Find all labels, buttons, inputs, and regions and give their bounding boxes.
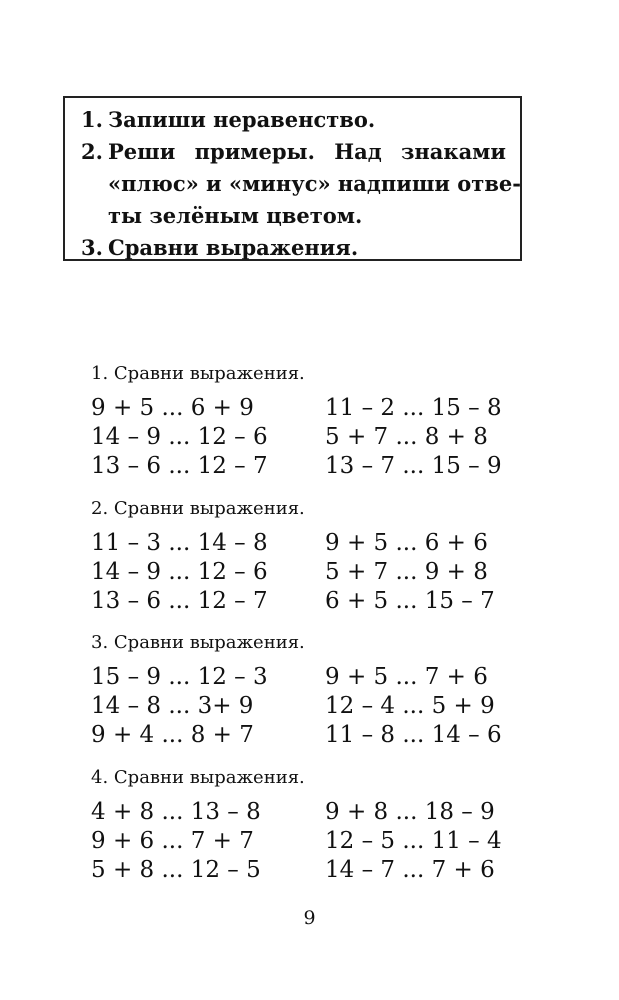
expression-row	[91, 558, 511, 587]
expression-left: 14 – 9 ... 12 – 6	[91, 424, 268, 450]
expression-row	[91, 423, 511, 452]
instruction-item-2	[81, 136, 506, 168]
page-number: 9	[303, 907, 316, 929]
exercise-title: 3. Сравни выражения.	[91, 632, 305, 653]
exercise-3	[91, 631, 511, 750]
expression-right: 9 + 5 ... 6 + 6	[325, 530, 488, 556]
exercise-title: 2. Сравни выражения.	[91, 498, 305, 519]
instruction-continuation: «плюс» и «минус» надпиши отве-	[108, 171, 521, 196]
expression-right: 11 – 2 ... 15 – 8	[325, 395, 502, 421]
expression-left: 9 + 6 ... 7 + 7	[91, 828, 254, 854]
expression-right: 5 + 7 ... 9 + 8	[325, 559, 488, 585]
expression-left: 4 + 8 ... 13 – 8	[91, 799, 261, 825]
expression-row	[91, 663, 511, 692]
expression-right: 9 + 8 ... 18 – 9	[325, 799, 495, 825]
exercise-1	[91, 362, 511, 481]
instruction-text: Реши примеры. Над знаками	[108, 139, 506, 164]
expression-row	[91, 587, 511, 616]
expression-left: 14 – 8 ... 3+ 9	[91, 693, 254, 719]
expression-left: 14 – 9 ... 12 – 6	[91, 559, 268, 585]
expression-row	[91, 394, 511, 423]
expression-right: 5 + 7 ... 8 + 8	[325, 424, 488, 450]
instruction-number: 3.	[81, 235, 103, 260]
expression-left: 13 – 6 ... 12 – 7	[91, 588, 268, 614]
exercise-title: 1. Сравни выражения.	[91, 363, 305, 384]
exercise-4	[91, 766, 511, 885]
instruction-text: Сравни выражения.	[108, 235, 359, 260]
expression-row	[91, 827, 511, 856]
expression-row	[91, 692, 511, 721]
instruction-continuation: ты зелёным цветом.	[108, 203, 363, 228]
expression-right: 12 – 5 ... 11 – 4	[325, 828, 502, 854]
expression-left: 9 + 4 ... 8 + 7	[91, 722, 254, 748]
expression-left: 13 – 6 ... 12 – 7	[91, 453, 268, 479]
instruction-item-1	[81, 104, 506, 136]
expression-left: 5 + 8 ... 12 – 5	[91, 857, 261, 883]
expression-row	[91, 721, 511, 750]
expression-right: 13 – 7 ... 15 – 9	[325, 453, 502, 479]
instruction-number: 2.	[81, 139, 103, 164]
instruction-text: Запиши неравенство.	[108, 107, 376, 132]
expression-row	[91, 452, 511, 481]
expression-left: 15 – 9 ... 12 – 3	[91, 664, 268, 690]
instruction-item-3	[81, 232, 506, 264]
instructions-box	[63, 96, 522, 261]
expression-right: 12 – 4 ... 5 + 9	[325, 693, 495, 719]
expression-right: 14 – 7 ... 7 + 6	[325, 857, 495, 883]
exercise-title: 4. Сравни выражения.	[91, 767, 305, 788]
exercise-2	[91, 497, 511, 616]
expression-right: 6 + 5 ... 15 – 7	[325, 588, 495, 614]
expression-left: 11 – 3 ... 14 – 8	[91, 530, 268, 556]
expression-right: 11 – 8 ... 14 – 6	[325, 722, 502, 748]
expression-row	[91, 798, 511, 827]
instruction-number: 1.	[81, 107, 103, 132]
expression-left: 9 + 5 ... 6 + 9	[91, 395, 254, 421]
expression-right: 9 + 5 ... 7 + 6	[325, 664, 488, 690]
expression-row	[91, 529, 511, 558]
expression-row	[91, 856, 511, 885]
